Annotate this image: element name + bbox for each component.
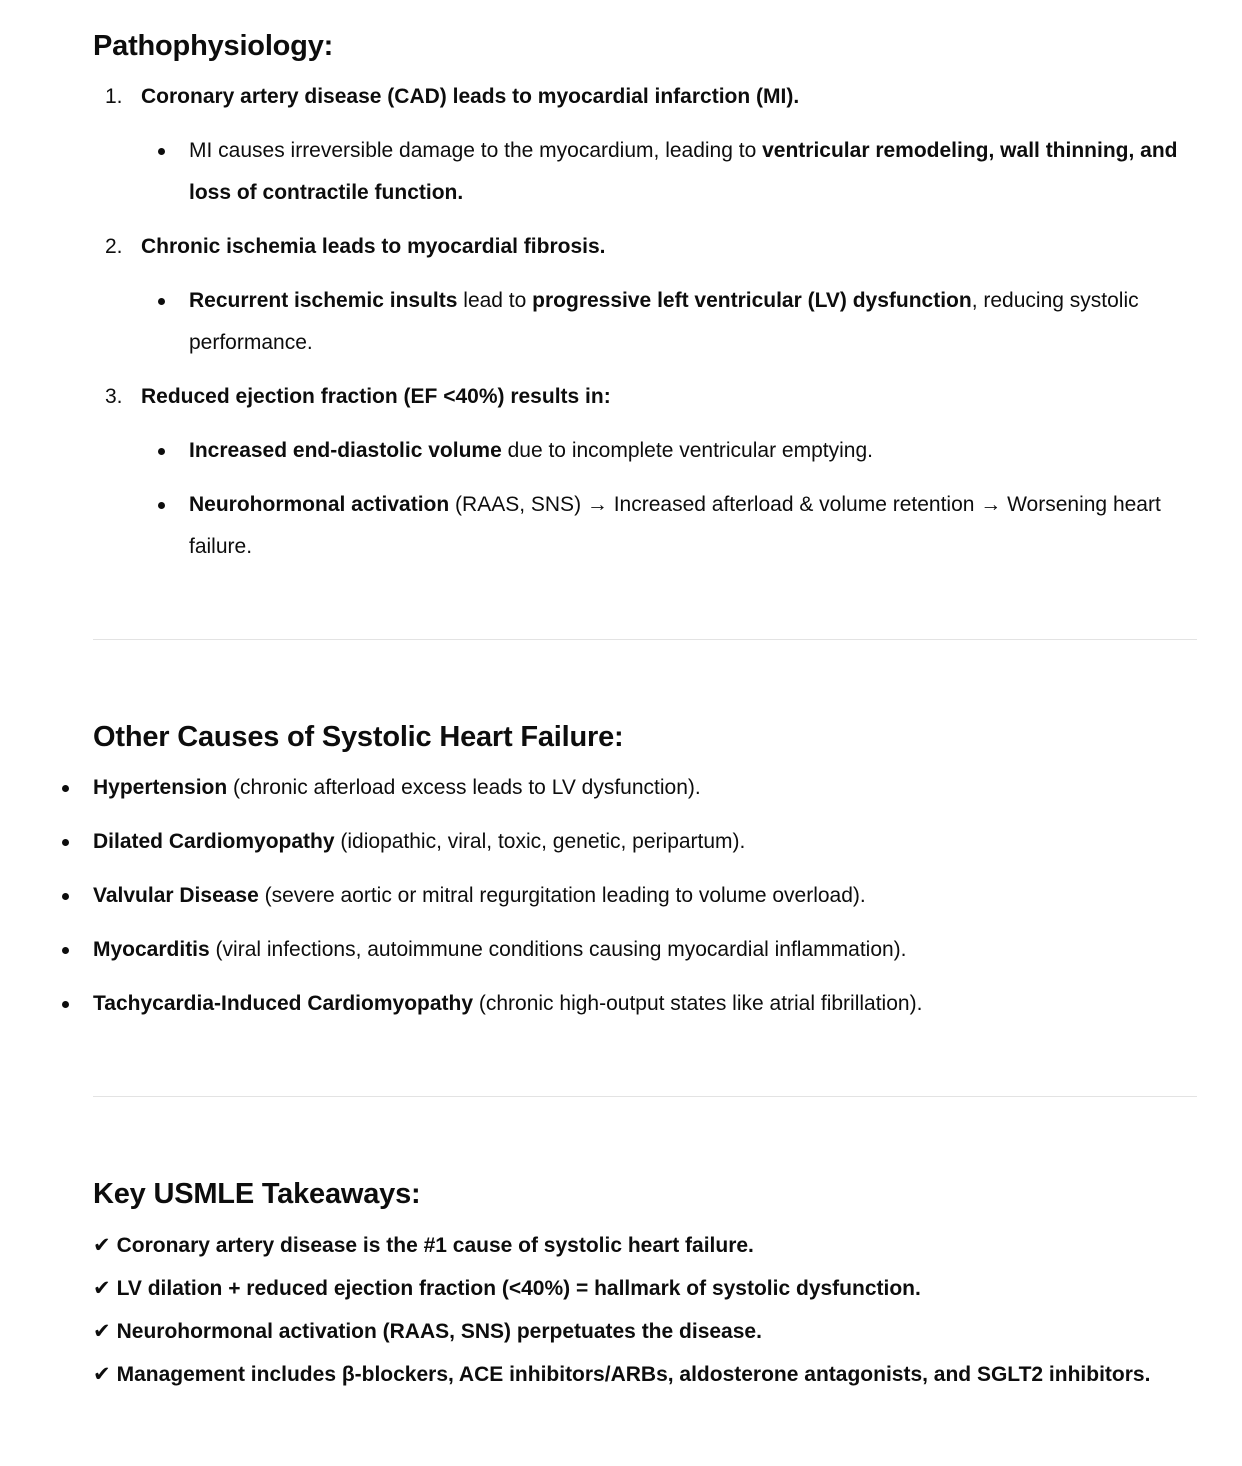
list-item <box>45 875 1197 917</box>
takeaway-text: Coronary artery disease is the #1 cause of systolic heart failure. <box>116 1234 754 1257</box>
bullet-icon <box>158 298 165 305</box>
bullet-bold-text: Recurrent ischemic insults <box>189 289 458 312</box>
sub-list <box>141 430 1197 568</box>
list-item <box>45 821 1197 863</box>
bullet-icon <box>158 502 165 509</box>
sub-list-item <box>141 430 1197 472</box>
bullet-icon <box>62 1001 69 1008</box>
takeaway-item <box>93 1310 1197 1353</box>
bullet-text: (severe aortic or mitral regurgitation leading to volume overload). <box>258 884 866 907</box>
bullet-bold-text: Myocarditis <box>93 938 210 961</box>
bullet-text: , reducing systolic performance. <box>189 289 1139 354</box>
bullet-bold-text: Dilated Cardiomyopathy <box>93 830 335 853</box>
document-content <box>93 0 1197 1396</box>
heading-text: Chronic ischemia leads to myocardial fibrosis. <box>141 235 606 258</box>
list-item-heading <box>141 226 1197 268</box>
list-item <box>93 76 1197 214</box>
list-item <box>93 376 1197 568</box>
checkmark-icon: ✔ <box>93 1319 111 1343</box>
list-item-heading <box>141 76 1197 118</box>
sub-list <box>141 280 1197 364</box>
takeaway-item <box>93 1267 1197 1310</box>
section-divider <box>93 1096 1197 1097</box>
list-item-heading <box>141 376 1197 418</box>
checkmark-icon: ✔ <box>93 1276 111 1300</box>
heading-text: Reduced ejection fraction (EF <40%) results in: <box>141 385 611 408</box>
bullet-text: (idiopathic, viral, toxic, genetic, peripartum). <box>334 830 746 853</box>
bullet-text: (chronic afterload excess leads to LV dysfunction). <box>227 776 701 799</box>
bullet-text: lead to <box>457 289 533 312</box>
list-item <box>45 767 1197 809</box>
bullet-text: MI causes irreversible damage to the myocardium, leading to <box>189 139 763 162</box>
checkmark-icon: ✔ <box>93 1233 111 1257</box>
sub-list-item <box>141 130 1197 214</box>
bullet-icon <box>62 893 69 900</box>
bullet-bold-text: Hypertension <box>93 776 228 799</box>
bullet-text: due to incomplete ventricular emptying. <box>501 439 873 462</box>
bullet-bold-text: Valvular Disease <box>93 884 259 907</box>
bullet-bold-text: ventricular remodeling, wall thinning, and loss of contractile function. <box>189 139 1178 204</box>
takeaway-text: Management includes β-blockers, ACE inhibitors/ARBs, aldosterone antagonists, and SGLT2 inhibitors. <box>116 1363 1151 1386</box>
pathophysiology-heading: Pathophysiology: <box>93 30 334 62</box>
bullet-bold-text: Tachycardia-Induced Cardiomyopathy <box>93 992 474 1015</box>
sub-list-item <box>141 280 1197 364</box>
bullet-icon <box>62 947 69 954</box>
takeaway-item <box>93 1353 1197 1396</box>
bullet-icon <box>62 785 69 792</box>
list-number: 3. <box>105 385 123 408</box>
bullet-icon <box>62 839 69 846</box>
takeaway-text: Neurohormonal activation (RAAS, SNS) perpetuates the disease. <box>116 1320 762 1343</box>
other-causes-list <box>45 767 1197 1025</box>
takeaways-heading: Key USMLE Takeaways: <box>93 1178 421 1210</box>
list-item <box>45 983 1197 1025</box>
takeaways-list <box>93 1224 1197 1396</box>
list-item <box>45 929 1197 971</box>
bullet-icon <box>158 148 165 155</box>
list-number: 1. <box>105 85 123 108</box>
sub-list <box>141 130 1197 214</box>
heading-text: Coronary artery disease (CAD) leads to myocardial infarction (MI). <box>141 85 800 108</box>
bullet-text: (viral infections, autoimmune conditions causing myocardial inflammation). <box>209 938 907 961</box>
bullet-bold-text: Increased end-diastolic volume <box>189 439 502 462</box>
takeaway-item <box>93 1224 1197 1267</box>
list-number: 2. <box>105 235 123 258</box>
checkmark-icon: ✔ <box>93 1362 111 1386</box>
bullet-bold-text: progressive left ventricular (LV) dysfunction <box>532 289 972 312</box>
sub-list-item <box>141 484 1197 568</box>
pathophysiology-list <box>93 76 1197 568</box>
takeaway-text: LV dilation + reduced ejection fraction (<40%) = hallmark of systolic dysfunction. <box>116 1277 921 1300</box>
bullet-bold-text: Neurohormonal activation <box>189 493 450 516</box>
bullet-text: (chronic high-output states like atrial fibrillation). <box>473 992 923 1015</box>
bullet-text: (RAAS, SNS) → Increased afterload & volume retention → Worsening heart failure. <box>189 493 1161 558</box>
bullet-icon <box>158 448 165 455</box>
other-causes-heading: Other Causes of Systolic Heart Failure: <box>93 721 624 753</box>
section-divider <box>93 639 1197 640</box>
list-item <box>93 226 1197 364</box>
